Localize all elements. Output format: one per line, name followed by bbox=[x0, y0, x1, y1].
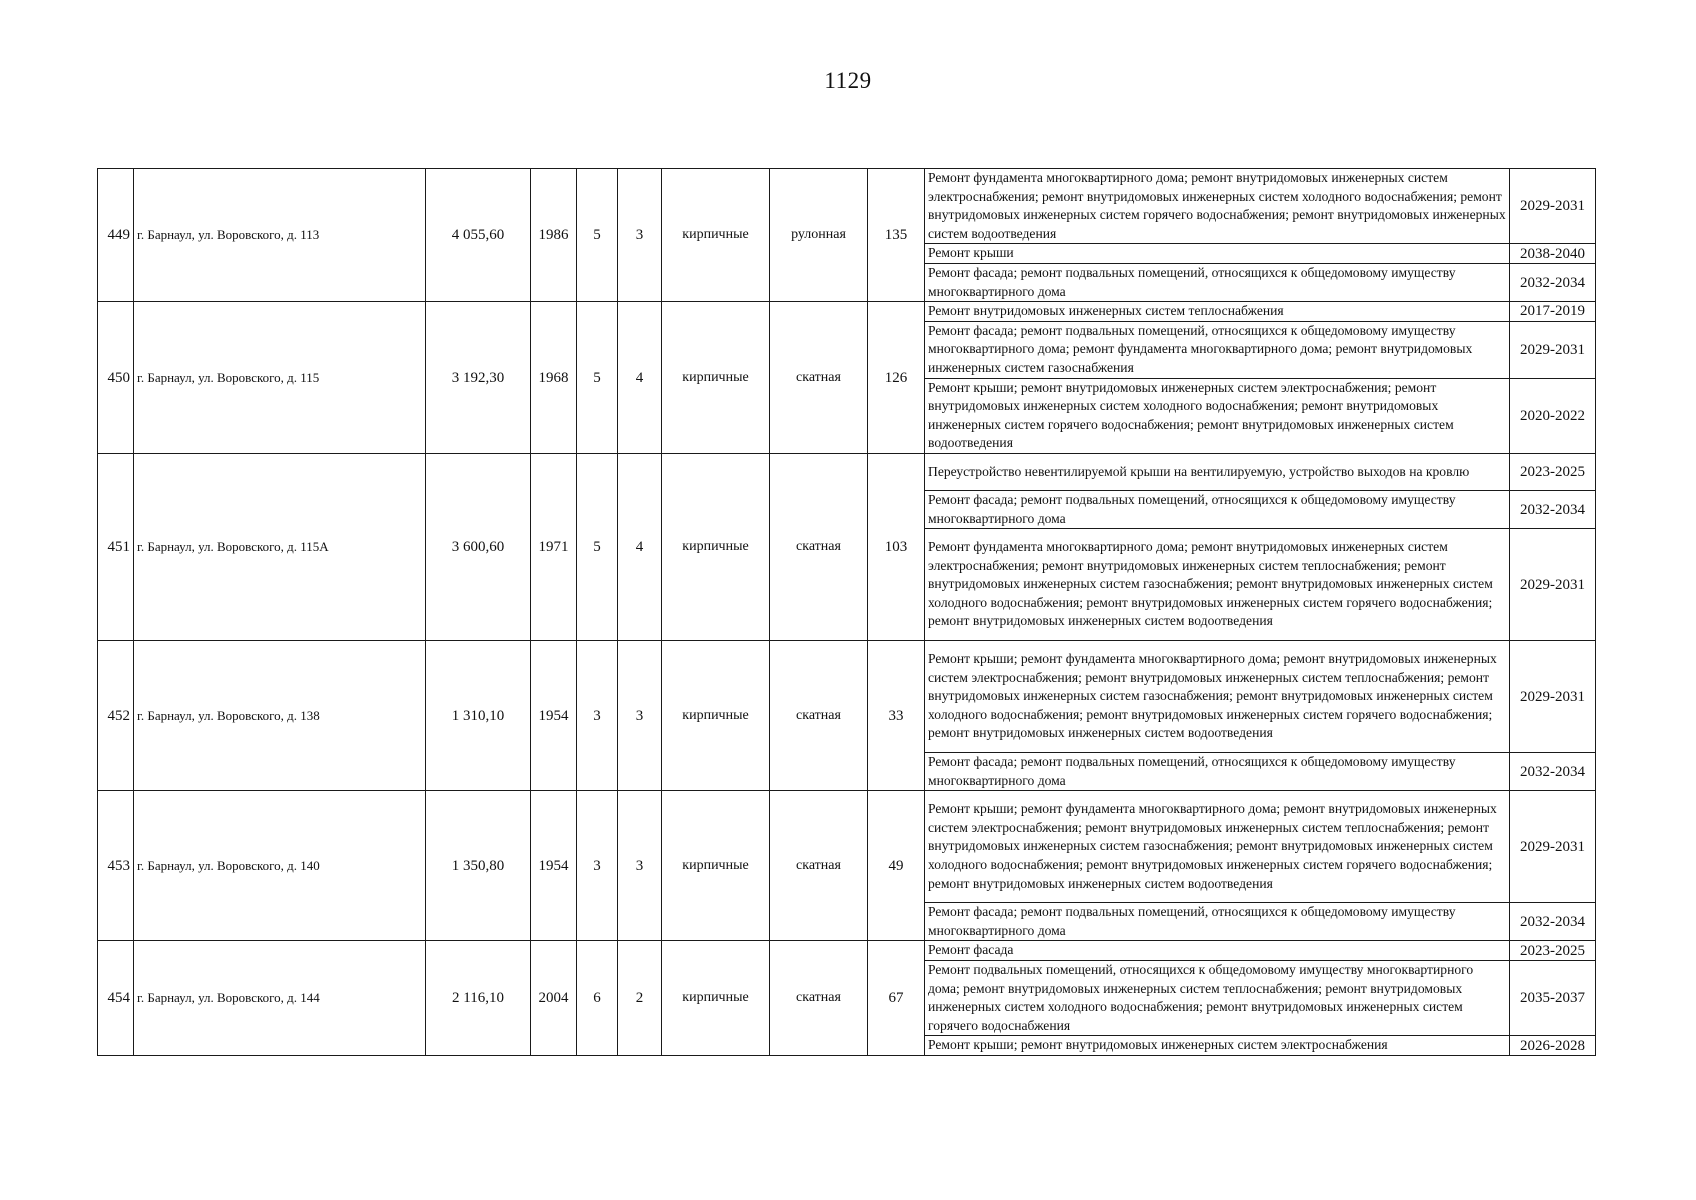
table-row bbox=[98, 791, 1596, 903]
table-row bbox=[98, 941, 1596, 961]
row-number: 454 bbox=[98, 941, 134, 1056]
repair-period: 2029-2031 bbox=[1510, 321, 1596, 378]
total-area: 1 350,80 bbox=[426, 791, 531, 941]
repair-work-description: Ремонт крыши; ремонт внутридомовых инженерных систем электроснабжения bbox=[925, 1036, 1510, 1056]
repair-period: 2032-2034 bbox=[1510, 490, 1596, 528]
repair-work-description: Ремонт крыши bbox=[925, 244, 1510, 264]
house-registry-table bbox=[97, 168, 1596, 1056]
house-address: г. Барнаул, ул. Воровского, д. 115А bbox=[134, 453, 426, 640]
page-number: 1129 bbox=[824, 68, 872, 93]
floor-count: 3 bbox=[577, 641, 618, 791]
entrance-count: 2 bbox=[618, 941, 662, 1056]
roof-type: рулонная bbox=[770, 169, 868, 302]
wall-material: кирпичные bbox=[662, 302, 770, 454]
entrance-count: 3 bbox=[618, 791, 662, 941]
repair-work-description: Ремонт подвальных помещений, относящихся к общедомовому имуществу многоквартирного дома; ремонт внутридомовых инженерных систем теплоснабжения; ремонт внутридомовых инженерных систем холодного водоснабжения; ремонт внутридомовых инженерных систем горячего водоснабжения bbox=[925, 961, 1510, 1036]
wall-material: кирпичные bbox=[662, 453, 770, 640]
repair-work-description: Ремонт крыши; ремонт фундамента многоквартирного дома; ремонт внутридомовых инженерных систем электроснабжения; ремонт внутридомовых инженерных систем теплоснабжения; ремонт внутридомовых инженерных систем газоснабжения; ремонт внутридомовых инженерных систем холодного водоснабжения; ремонт внутридомовых инженерных систем горячего водоснабжения; ремонт внутридомовых инженерных систем водоотведения bbox=[925, 641, 1510, 753]
repair-work-description: Ремонт фундамента многоквартирного дома; ремонт внутридомовых инженерных систем электроснабжения; ремонт внутридомовых инженерных систем теплоснабжения; ремонт внутридомовых инженерных систем газоснабжения; ремонт внутридомовых инженерных систем холодного водоснабжения; ремонт внутридомовых инженерных систем горячего водоснабжения; ремонт внутридомовых инженерных систем водоотведения bbox=[925, 529, 1510, 641]
floor-count: 5 bbox=[577, 453, 618, 640]
repair-period: 2023-2025 bbox=[1510, 453, 1596, 490]
roof-type: скатная bbox=[770, 791, 868, 941]
floor-count: 5 bbox=[577, 302, 618, 454]
wall-material: кирпичные bbox=[662, 169, 770, 302]
floor-count: 5 bbox=[577, 169, 618, 302]
roof-type: скатная bbox=[770, 302, 868, 454]
resident-count: 103 bbox=[868, 453, 925, 640]
repair-work-description: Ремонт фасада; ремонт подвальных помещений, относящихся к общедомовому имуществу многоквартирного дома bbox=[925, 490, 1510, 528]
wall-material: кирпичные bbox=[662, 641, 770, 791]
repair-period: 2029-2031 bbox=[1510, 791, 1596, 903]
wall-material: кирпичные bbox=[662, 791, 770, 941]
repair-period: 2029-2031 bbox=[1510, 641, 1596, 753]
resident-count: 33 bbox=[868, 641, 925, 791]
total-area: 4 055,60 bbox=[426, 169, 531, 302]
roof-type: скатная bbox=[770, 941, 868, 1056]
table-row bbox=[98, 302, 1596, 322]
row-number: 452 bbox=[98, 641, 134, 791]
repair-work-description: Ремонт крыши; ремонт фундамента многоквартирного дома; ремонт внутридомовых инженерных систем электроснабжения; ремонт внутридомовых инженерных систем теплоснабжения; ремонт внутридомовых инженерных систем газоснабжения; ремонт внутридомовых инженерных систем холодного водоснабжения; ремонт внутридомовых инженерных систем горячего водоснабжения; ремонт внутридомовых инженерных систем водоотведения bbox=[925, 791, 1510, 903]
total-area: 2 116,10 bbox=[426, 941, 531, 1056]
repair-period: 2029-2031 bbox=[1510, 169, 1596, 244]
house-address: г. Барнаул, ул. Воровского, д. 144 bbox=[134, 941, 426, 1056]
total-area: 1 310,10 bbox=[426, 641, 531, 791]
repair-period: 2029-2031 bbox=[1510, 529, 1596, 641]
repair-period: 2038-2040 bbox=[1510, 244, 1596, 264]
resident-count: 126 bbox=[868, 302, 925, 454]
row-number: 449 bbox=[98, 169, 134, 302]
entrance-count: 3 bbox=[618, 169, 662, 302]
repair-period: 2032-2034 bbox=[1510, 263, 1596, 301]
repair-work-description: Ремонт фасада; ремонт подвальных помещений, относящихся к общедомовому имуществу многоквартирного дома; ремонт фундамента многоквартирного дома; ремонт внутридомовых инженерных систем газоснабжения bbox=[925, 321, 1510, 378]
repair-period: 2026-2028 bbox=[1510, 1036, 1596, 1056]
resident-count: 67 bbox=[868, 941, 925, 1056]
repair-work-description: Ремонт внутридомовых инженерных систем теплоснабжения bbox=[925, 302, 1510, 322]
commission-year: 1954 bbox=[531, 641, 577, 791]
entrance-count: 4 bbox=[618, 453, 662, 640]
row-number: 453 bbox=[98, 791, 134, 941]
roof-type: скатная bbox=[770, 641, 868, 791]
entrance-count: 4 bbox=[618, 302, 662, 454]
resident-count: 49 bbox=[868, 791, 925, 941]
total-area: 3 600,60 bbox=[426, 453, 531, 640]
repair-work-description: Ремонт фасада; ремонт подвальных помещений, относящихся к общедомовому имуществу многоквартирного дома bbox=[925, 263, 1510, 301]
commission-year: 1954 bbox=[531, 791, 577, 941]
repair-period: 2032-2034 bbox=[1510, 903, 1596, 941]
total-area: 3 192,30 bbox=[426, 302, 531, 454]
repair-work-description: Ремонт фасада; ремонт подвальных помещений, относящихся к общедомовому имуществу многоквартирного дома bbox=[925, 903, 1510, 941]
table-row bbox=[98, 453, 1596, 490]
repair-period: 2035-2037 bbox=[1510, 961, 1596, 1036]
commission-year: 2004 bbox=[531, 941, 577, 1056]
row-number: 450 bbox=[98, 302, 134, 454]
repair-work-description: Ремонт крыши; ремонт внутридомовых инженерных систем электроснабжения; ремонт внутридомовых инженерных систем холодного водоснабжения; ремонт внутридомовых инженерных систем горячего водоснабжения; ремонт внутридомовых инженерных систем водоотведения bbox=[925, 378, 1510, 453]
roof-type: скатная bbox=[770, 453, 868, 640]
commission-year: 1986 bbox=[531, 169, 577, 302]
resident-count: 135 bbox=[868, 169, 925, 302]
floor-count: 6 bbox=[577, 941, 618, 1056]
repair-period: 2023-2025 bbox=[1510, 941, 1596, 961]
wall-material: кирпичные bbox=[662, 941, 770, 1056]
repair-work-description: Ремонт фасада bbox=[925, 941, 1510, 961]
table-row bbox=[98, 169, 1596, 244]
repair-work-description: Переустройство невентилируемой крыши на вентилируемую, устройство выходов на кровлю bbox=[925, 453, 1510, 490]
house-address: г. Барнаул, ул. Воровского, д. 138 bbox=[134, 641, 426, 791]
repair-work-description: Ремонт фундамента многоквартирного дома; ремонт внутридомовых инженерных систем электроснабжения; ремонт внутридомовых инженерных систем холодного водоснабжения; ремонт внутридомовых инженерных систем горячего водоснабжения; ремонт внутридомовых инженерных систем водоотведения bbox=[925, 169, 1510, 244]
repair-period: 2032-2034 bbox=[1510, 753, 1596, 791]
row-number: 451 bbox=[98, 453, 134, 640]
house-address: г. Барнаул, ул. Воровского, д. 140 bbox=[134, 791, 426, 941]
floor-count: 3 bbox=[577, 791, 618, 941]
commission-year: 1968 bbox=[531, 302, 577, 454]
house-address: г. Барнаул, ул. Воровского, д. 113 bbox=[134, 169, 426, 302]
house-address: г. Барнаул, ул. Воровского, д. 115 bbox=[134, 302, 426, 454]
entrance-count: 3 bbox=[618, 641, 662, 791]
table-row bbox=[98, 641, 1596, 753]
commission-year: 1971 bbox=[531, 453, 577, 640]
repair-work-description: Ремонт фасада; ремонт подвальных помещений, относящихся к общедомовому имуществу многоквартирного дома bbox=[925, 753, 1510, 791]
repair-period: 2017-2019 bbox=[1510, 302, 1596, 322]
repair-period: 2020-2022 bbox=[1510, 378, 1596, 453]
